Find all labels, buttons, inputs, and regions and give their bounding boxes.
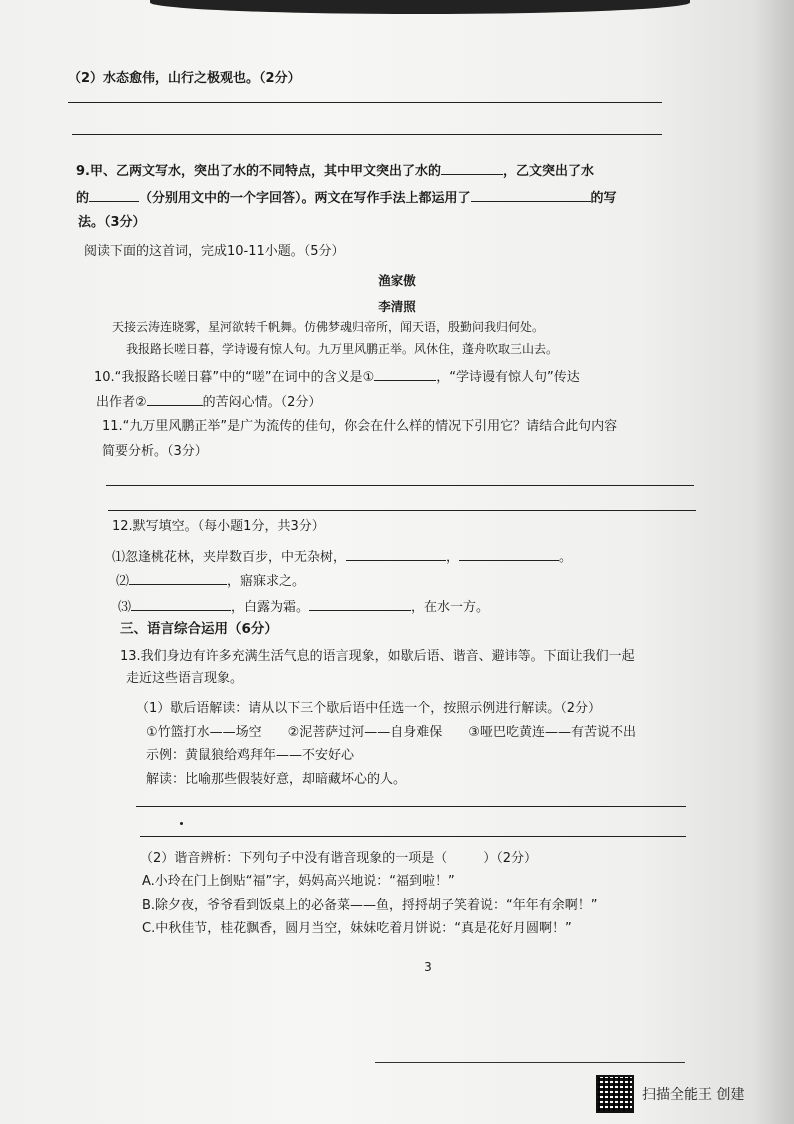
q10-line2 <box>96 391 321 412</box>
answer-line[interactable] <box>72 134 662 135</box>
q13-text: （2）谐音辨析：下列句子中没有谐音现象的一项是（ <box>140 851 448 866</box>
q9-line3: 法。（3分） <box>78 215 146 230</box>
q9-blank-1[interactable] <box>441 160 503 175</box>
q12-item-2 <box>116 570 305 591</box>
q12-text: ，在水一方。 <box>411 600 490 615</box>
q12-blank-1[interactable] <box>346 546 446 561</box>
q10-text: 10.“我报路长嗟日暮”中的“嗟”在词中的含义是① <box>94 370 375 385</box>
q12-text: ⑵ <box>116 574 130 589</box>
q10-text: 的苦闷心情。（2分） <box>202 395 322 410</box>
answer-line[interactable] <box>108 510 696 511</box>
answer-line[interactable] <box>106 485 694 486</box>
q13-sub1-title: （1）歇后语解读：请从以下三个歇后语中任选一个，按照示例进行解读。（2分） <box>136 701 602 716</box>
q12-blank-5[interactable] <box>309 596 411 611</box>
q9-text: 9.甲、乙两文写水，突出了水的不同特点，其中甲文突出了水的 <box>76 164 441 179</box>
q10-text: 出作者② <box>96 395 147 410</box>
q10-blank-2[interactable] <box>147 391 203 406</box>
reading-intro: 阅读下面的这首词，完成10-11小题。（5分） <box>84 244 345 259</box>
q13-text: ）（2分） <box>483 851 538 866</box>
q12-blank-3[interactable] <box>129 570 227 585</box>
answer-line[interactable] <box>136 806 686 807</box>
q12-text: ⑴忽逢桃花林，夹岸数百步，中无杂树， <box>112 550 347 565</box>
q9-line2 <box>76 187 617 208</box>
q13-explanation: 解读：比喻那些假装好意，却暗藏坏心的人。 <box>146 772 407 787</box>
q12-blank-4[interactable] <box>131 596 231 611</box>
q10-line1 <box>94 366 580 387</box>
scan-edge-shadow <box>754 0 794 1124</box>
q9-line1 <box>76 160 594 181</box>
q9-text: 的 <box>76 191 90 206</box>
page-number: 3 <box>424 960 432 974</box>
q13-options: ①竹篮打水——场空 ②泥菩萨过河——自身难保 ③哑巴吃黄连——有苦说不出 <box>146 725 636 740</box>
q9-text: 的写 <box>590 191 617 206</box>
q13-option-b: B.除夕夜，爷爷看到饭桌上的必备菜——鱼，捋捋胡子笑着说：“年年有余啊！” <box>142 898 598 913</box>
watermark-text: 扫描全能王 创建 <box>642 1087 745 1103</box>
q13-sub2-title <box>140 850 537 868</box>
q10-blank-1[interactable] <box>374 366 436 381</box>
q11-line2: 简要分析。（3分） <box>102 444 208 459</box>
poem-title: 渔家傲 <box>378 273 416 288</box>
q12-text: ⑶ <box>118 600 132 615</box>
poem-line-1: 天接云涛连晓雾，星河欲转千帆舞。仿佛梦魂归帝所，闻天语，殷勤问我归何处。 <box>112 320 545 334</box>
scanner-watermark <box>596 1075 744 1113</box>
q13-option-a: A.小玲在门上倒贴“福”字，妈妈高兴地说：“福到啦！” <box>142 874 455 889</box>
q13-line2: 走近这些语言现象。 <box>126 671 244 686</box>
q12-title: 12.默写填空。（每小题1分，共3分） <box>112 519 325 534</box>
scan-speck <box>180 822 183 825</box>
q12-text: ，寤寐求之。 <box>227 574 306 589</box>
poem-line-2: 我报路长嗟日暮，学诗谩有惊人句。九万里风鹏正举。风休住，蓬舟吹取三山去。 <box>126 342 559 356</box>
q9-blank-2[interactable] <box>89 187 139 202</box>
footer-rule <box>375 1062 685 1063</box>
q12-item-1 <box>112 546 572 567</box>
q12-text: ， <box>446 550 460 565</box>
q11-line1: 11.“九万里风鹏正举”是广为流传的佳句，你会在什么样的情况下引用它？请结合此句内容 <box>102 419 618 434</box>
q13-option-c: C.中秋佳节，桂花飘香，圆月当空，妹妹吃着月饼说：“真是花好月圆啊！” <box>142 921 572 936</box>
q9-text: ，乙文突出了水 <box>502 164 594 179</box>
q12-item-3 <box>118 596 489 617</box>
qr-code-icon <box>596 1075 634 1113</box>
q12-text: ，白露为霜。 <box>231 600 310 615</box>
q9-text: （分别用文中的一个字回答）。两文在写作手法上都运用了 <box>139 191 471 206</box>
answer-line[interactable] <box>68 102 662 103</box>
q13-line1: 13.我们身边有许多充满生活气息的语言现象，如歇后语、谐音、避讳等。下面让我们一起 <box>120 649 635 664</box>
scan-top-shadow <box>150 0 690 14</box>
q10-text: ，“学诗谩有惊人句”传达 <box>436 370 580 385</box>
q12-blank-2[interactable] <box>459 546 559 561</box>
q12-text: 。 <box>559 550 573 565</box>
q9-blank-3[interactable] <box>471 187 591 202</box>
poem-author: 李清照 <box>378 299 416 314</box>
answer-line[interactable] <box>140 836 686 837</box>
section-heading: 三、语言综合运用（6分） <box>120 621 278 637</box>
q13-example: 示例：黄鼠狼给鸡拜年——不安好心 <box>146 748 355 763</box>
q8-part2: （2）水态愈伟，山行之极观也。（2分） <box>68 71 301 86</box>
